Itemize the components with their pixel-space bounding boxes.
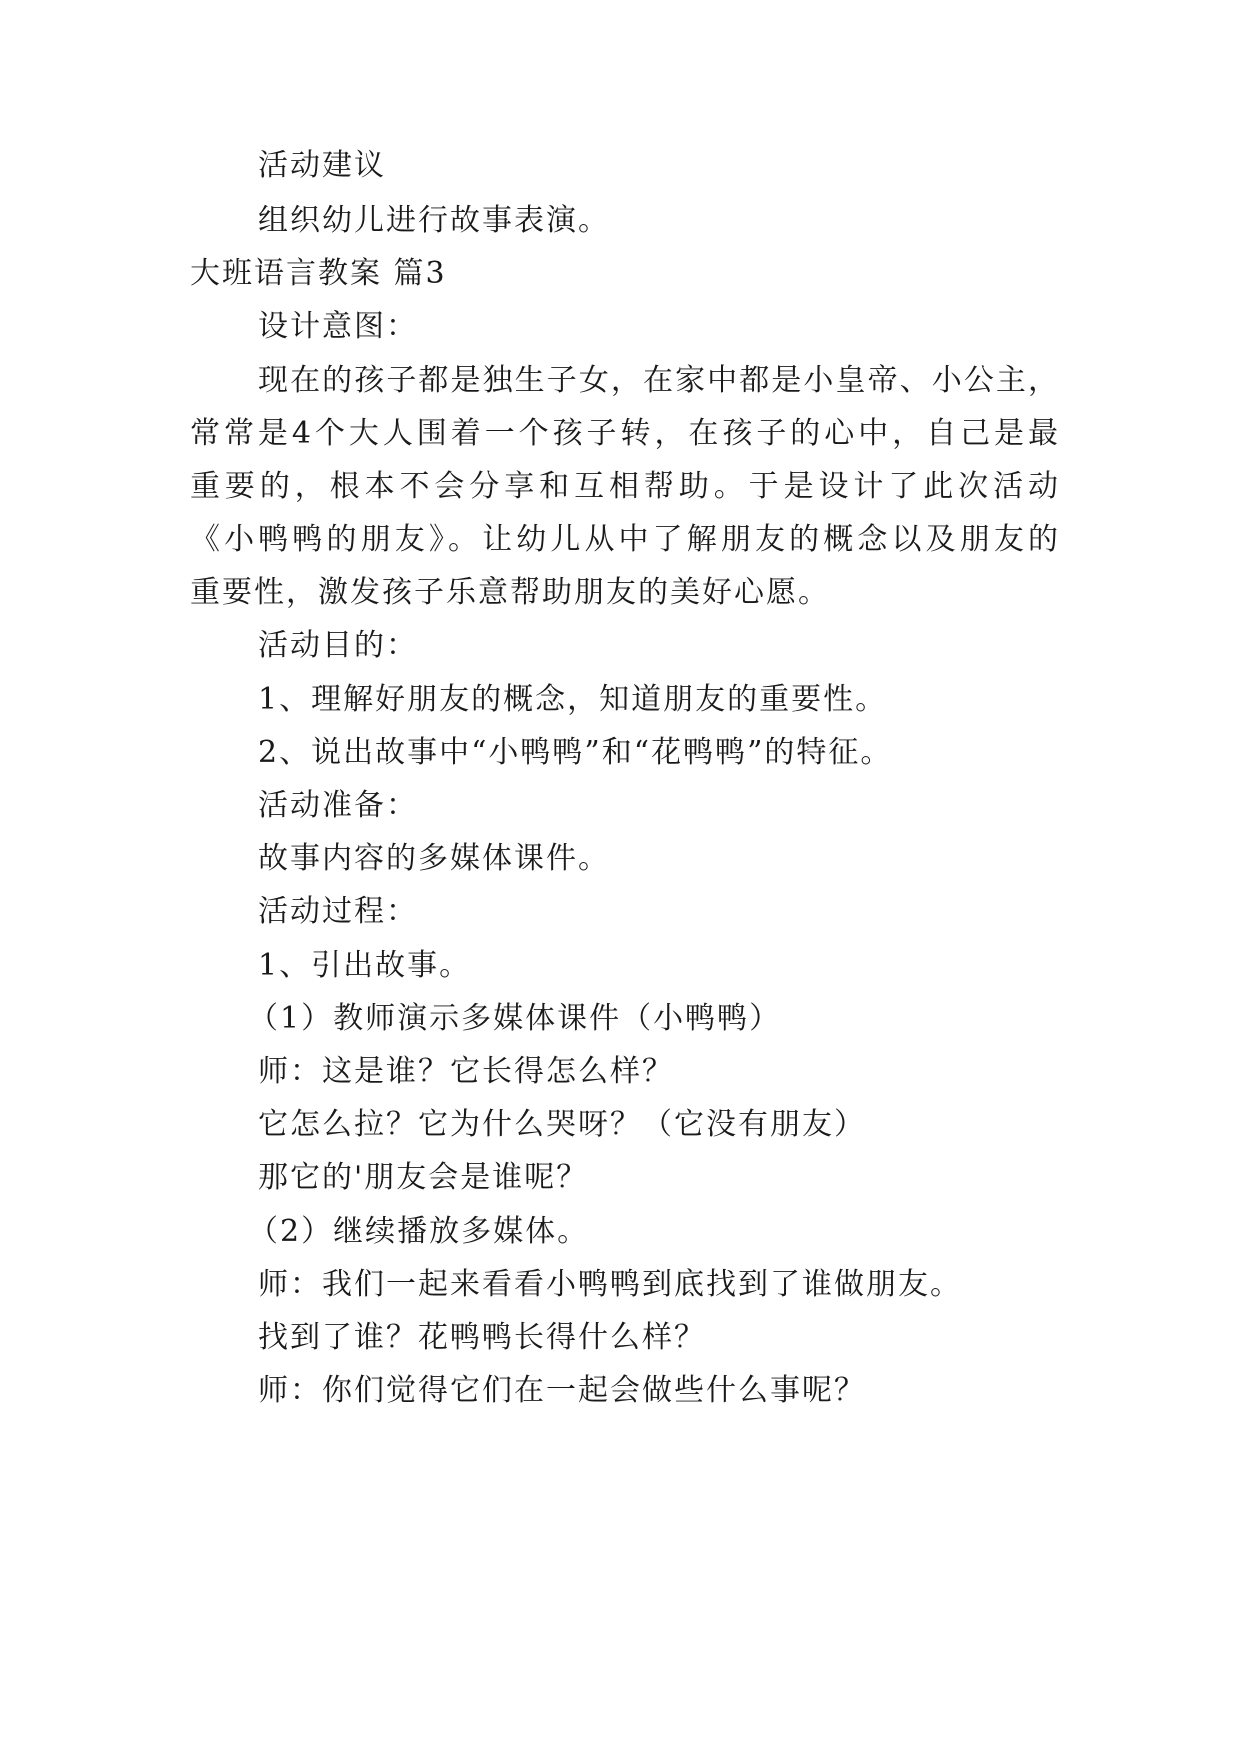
heading-activity-process: 活动过程： bbox=[258, 894, 418, 929]
paragraph-line: 师：你们觉得它们在一起会做些什么事呢？ bbox=[258, 1373, 866, 1408]
paragraph-line: 组织幼儿进行故事表演。 bbox=[258, 203, 610, 238]
paragraph-line: 常常是4个大人围着一个孩子转，在孩子的心中，自己是最 bbox=[190, 416, 1058, 451]
list-item: 1、引出故事。 bbox=[258, 948, 472, 983]
list-item: 2、说出故事中“小鸭鸭”和“花鸭鸭”的特征。 bbox=[258, 735, 893, 770]
section-title: 大班语言教案 篇3 bbox=[190, 256, 447, 291]
paragraph-line: 重要性，激发孩子乐意帮助朋友的美好心愿。 bbox=[190, 575, 830, 610]
paragraph-line: 找到了谁？花鸭鸭长得什么样？ bbox=[258, 1320, 706, 1355]
heading-activity-suggestion: 活动建议 bbox=[258, 148, 386, 183]
heading-activity-goal: 活动目的： bbox=[258, 628, 418, 663]
list-subitem: （1）教师演示多媒体课件（小鸭鸭） bbox=[248, 1001, 782, 1036]
heading-design-intent: 设计意图： bbox=[258, 309, 418, 344]
paragraph-line: 现在的孩子都是独生子女，在家中都是小皇帝、小公主， bbox=[258, 363, 1058, 398]
list-item: 1、理解好朋友的概念，知道朋友的重要性。 bbox=[258, 682, 888, 717]
paragraph-line: 师：这是谁？它长得怎么样？ bbox=[258, 1054, 674, 1089]
paragraph-line: 故事内容的多媒体课件。 bbox=[258, 841, 610, 876]
paragraph-line: 它怎么拉？它为什么哭呀？（它没有朋友） bbox=[258, 1107, 866, 1142]
paragraph-line: 师：我们一起来看看小鸭鸭到底找到了谁做朋友。 bbox=[258, 1267, 962, 1302]
list-subitem: （2）继续播放多媒体。 bbox=[248, 1214, 590, 1249]
paragraph-line: 那它的'朋友会是谁呢？ bbox=[258, 1160, 589, 1195]
paragraph-line: 《小鸭鸭的朋友》。让幼儿从中了解朋友的概念以及朋友的 bbox=[190, 522, 1058, 557]
heading-activity-preparation: 活动准备： bbox=[258, 788, 418, 823]
paragraph-line: 重要的，根本不会分享和互相帮助。于是设计了此次活动 bbox=[190, 469, 1058, 504]
